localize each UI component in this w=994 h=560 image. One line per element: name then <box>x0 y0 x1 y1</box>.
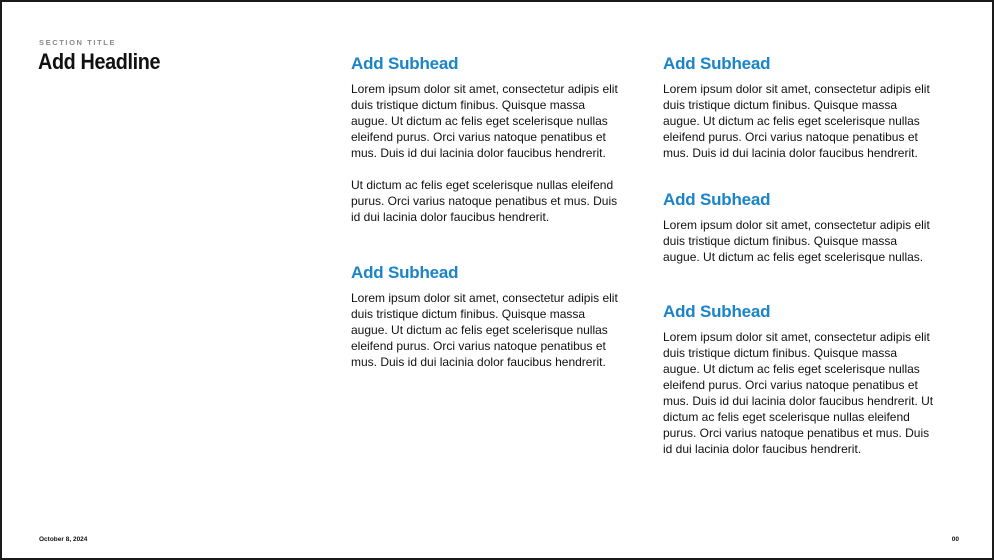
body-paragraph: Lorem ipsum dolor sit amet, consectetur adipis elit duis tristique dictum finibus. Quisque massa augue. Ut dictum ac felis eget scelerisque nullas eleifend purus. Orci varius natoque penatibus et mus. Duis id dui lacinia dolor faucibus hendrerit. <box>663 82 930 160</box>
footer-date: October 8, 2024 <box>39 536 88 543</box>
content-block-4 <box>663 190 937 265</box>
subhead-4: Add Subhead <box>663 190 771 209</box>
subhead-3: Add Subhead <box>663 54 771 73</box>
subhead-5: Add Subhead <box>663 302 771 321</box>
content-block-3 <box>663 54 935 161</box>
body-paragraph: Lorem ipsum dolor sit amet, consectetur adipis elit duis tristique dictum finibus. Quisque massa augue. Ut dictum ac felis eget scelerisque nullas eleifend purus. Orci varius natoque penatibus et mus. Duis id dui lacinia dolor faucibus hendrerit. <box>351 82 618 160</box>
body-paragraph: Lorem ipsum dolor sit amet, consectetur adipis elit duis tristique dictum finibus. Quisque massa augue. Ut dictum ac felis eget scelerisque nullas. <box>663 218 930 264</box>
section-title: SECTION TITLE <box>39 38 117 47</box>
body-paragraph: Lorem ipsum dolor sit amet, consectetur adipis elit duis tristique dictum finibus. Quisque massa augue. Ut dictum ac felis eget scelerisque nullas eleifend purus. Orci varius natoque penatibus et mus. Duis id dui lacinia dolor faucibus hendrerit. Ut dictum ac felis eget scelerisque nullas eleifend purus. Orci varius natoque penatibus et mus. Duis id dui lacinia dolor faucibus hendrerit. <box>663 330 934 456</box>
page-number: 00 <box>951 536 959 543</box>
page-headline: Add Headline <box>38 49 161 74</box>
content-block-5 <box>663 302 935 457</box>
body-paragraph: Ut dictum ac felis eget scelerisque nullas eleifend purus. Orci varius natoque penatibus et mus. Duis id dui lacinia dolor faucibus hendrerit. <box>351 178 618 224</box>
body-paragraph: Lorem ipsum dolor sit amet, consectetur adipis elit duis tristique dictum finibus. Quisque massa augue. Ut dictum ac felis eget scelerisque nullas eleifend purus. Orci varius natoque penatibus et mus. Duis id dui lacinia dolor faucibus hendrerit. <box>351 291 618 369</box>
content-block-1 <box>351 54 623 225</box>
subhead-1: Add Subhead <box>351 54 459 73</box>
subhead-2: Add Subhead <box>351 263 459 282</box>
content-block-2 <box>351 263 623 370</box>
